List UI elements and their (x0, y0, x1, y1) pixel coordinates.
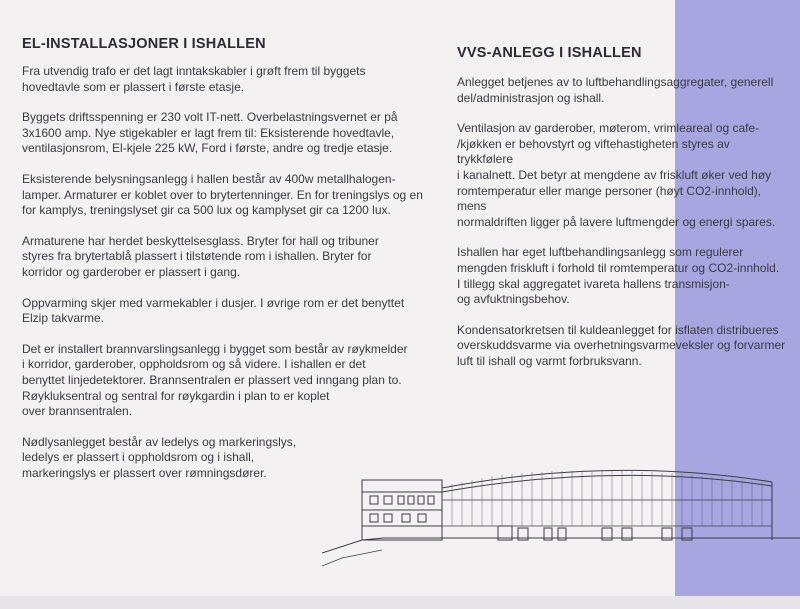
vvs-paragraph: Anlegget betjenes av to luftbehandlingsaggregater, generell del/administrasjon og ishall. (457, 75, 774, 105)
vvs-section (457, 45, 787, 385)
el-section (22, 36, 432, 496)
vvs-paragraph: Kondensatorkretsen til kuldeanlegget for isflaten distribueres overskuddsvarme via overhetningsvarmeveksler og forvarmer luft til ishall og varmt forbruksvann. (457, 322, 786, 368)
el-heading: EL-INSTALLASJONER I ISHALLEN (22, 36, 266, 52)
el-paragraph: Nødlysanlegget består av ledelys og markeringslys, ledelys er plassert i oppholdsrom og i ishall, markeringslys er plassert over rømningsdører. (22, 434, 297, 480)
vvs-heading: VVS-ANLEGG I ISHALLEN (457, 45, 642, 61)
el-paragraph: Eksisterende belysningsanlegg i hallen består av 400w metallhalogen- lamper. Armaturer er koblet over to brytertenninger. En for treningslys og en for kamplys, treningslyset gir ca 500 lux og kamplyset gir ca 1200 lux. (22, 171, 423, 218)
el-paragraph: Oppvarming skjer med varmekabler i dusjer. I øvrige rom er det benyttet Elzip takvarme. (22, 295, 405, 326)
vvs-paragraph: Ishallen har eget luftbehandlingsanlegg som regulerer mengden friskluft i forhold til romtemperatur og CO2-innhold. I tillegg skal aggregatet ivareta hallens transmisjon- og avfuktningsbehov. (457, 245, 780, 307)
el-paragraph: Det er installert brannvarslingsanlegg i bygget som består av røykmelder i korridor, garderober, oppholdsrom og så videre. I ishallen er det benyttet linjedetektorer. Brannsentralen er plassert ved inngang plan to. Røykluksentral og sentral for røykgardin i plan to er koplet over brannsentralen. (22, 341, 408, 419)
el-paragraph: Fra utvendig trafo er det lagt inntakskabler i grøft frem til byggets hovedtavle som er plassert i første etasje. (22, 64, 366, 94)
building-elevation-drawing (322, 458, 800, 608)
el-paragraph: Byggets driftsspenning er 230 volt IT-nett. Overbelastningsvernet er på 3x1600 amp. Nye stigekabler er lagt frem til: Eksisterende hovedtavle, ventilasjonsrom, El-kjele 225 kW, Ford i første, andre og tredje etasje. (22, 110, 398, 156)
el-paragraph: Armaturene har herdet beskyttelsesglass. Bryter for hall og tribuner styres fra brytertablå plassert i tilstøtende rom i ishallen. Bryter for korridor og garderober er plassert i gang. (22, 233, 379, 279)
vvs-paragraph: Ventilasjon av garderober, møterom, vrimleareal og cafe- /kjøkken er behovstyrt og viftehastigheten styres av trykkfølere i kanalnett. Det betyr at mengdene av friskluft øker ved høy romtemperatur eller mange personer (høyt CO2-innhold), mens normaldriften ligger på lavere luftmengder og energi spares. (457, 121, 776, 229)
